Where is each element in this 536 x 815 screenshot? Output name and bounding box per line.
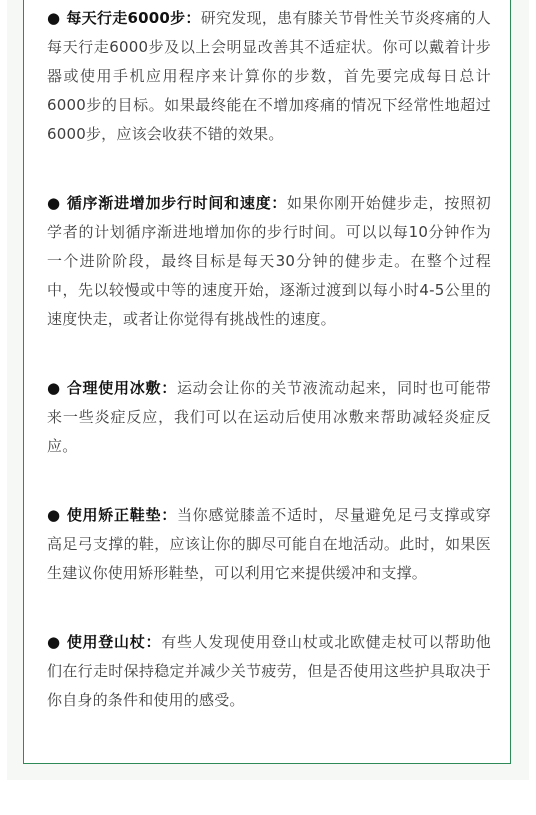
tip-item-insoles <box>47 501 491 588</box>
bullet-icon: ● <box>47 194 61 212</box>
bullet-icon: ● <box>47 379 61 397</box>
tip-title: 每天行走6000步： <box>66 9 201 27</box>
tip-title: 使用矫正鞋垫： <box>66 506 177 524</box>
tip-body: 研究发现，患有膝关节骨性关节炎疼痛的人每天行走6000步及以上会明显改善其不适症状。你可以戴着计步器或使用手机应用程序来计算你的步数，首先要完成每日总计6000步的目标。如果最终能在不增加疼痛的情况下经常性地超过6000步，应该会收获不错的效果。 <box>47 9 491 143</box>
tip-item-ice <box>47 374 491 461</box>
tip-item-trekking-pole <box>47 628 491 715</box>
tip-body: 如果你刚开始健步走，按照初学者的计划循序渐进地增加你的步行时间。可以以每10分钟作为一个进阶阶段，最终目标是每天30分钟的健步走。在整个过程中，先以较慢或中等的速度开始，逐渐过渡到以每小时4-5公里的速度快走，或者让你觉得有挑战性的速度。 <box>47 194 491 328</box>
bullet-icon: ● <box>47 9 61 27</box>
tip-body: 运动会让你的关节液流动起来，同时也可能带来一些炎症反应，我们可以在运动后使用冰敷来帮助减轻炎症反应。 <box>47 379 491 455</box>
tip-item-gradual-increase <box>47 189 491 334</box>
bullet-icon: ● <box>47 506 61 524</box>
tip-item-walk-6000 <box>47 4 491 149</box>
tip-body: 当你感觉膝盖不适时，尽量避免足弓支撑或穿高足弓支撑的鞋，应该让你的脚尽可能自在地活动。此时，如果医生建议你使用矫形鞋垫，可以利用它来提供缓冲和支撑。 <box>47 506 491 582</box>
tip-title: 使用登山杖： <box>66 633 162 651</box>
article-content <box>47 4 491 715</box>
bullet-icon: ● <box>47 633 61 651</box>
tip-body: 有些人发现使用登山杖或北欧健走杖可以帮助他们在行走时保持稳定并减少关节疲劳，但是否使用这些护具取决于你自身的条件和使用的感受。 <box>47 633 492 709</box>
tip-title: 合理使用冰敷： <box>66 379 177 397</box>
tip-title: 循序渐进增加步行时间和速度： <box>66 194 288 212</box>
